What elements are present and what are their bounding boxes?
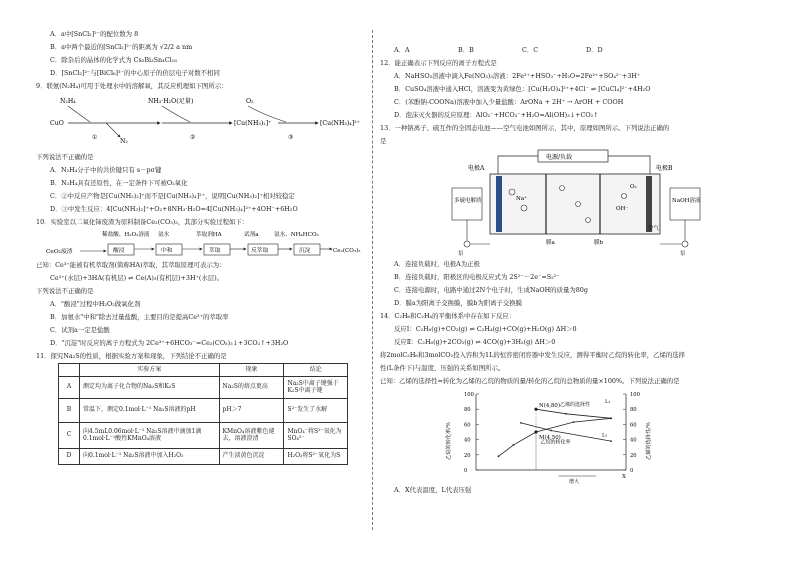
nh3-label: NH₃·H₂O(足量) [148,98,194,105]
q13-title: 13．一种钠离子、硫互作的全固态电池——空气电池如图所示，其中，原理如图所示。下列说法正确的 [380,124,670,132]
n2h4-label: N₂H₄ [60,98,76,105]
left-column [36,28,362,465]
y-tick-left: 20 [464,452,471,459]
cu-complex-1: [Cu(NH₃)₂]⁺ [234,120,272,127]
y-tick-right: 20 [630,452,637,459]
y-tick-right: 40 [630,437,637,444]
q9-option-a: A．N₂H₄分子中的共价键只有 s－pσ键 [50,166,162,174]
table-cell: B [59,399,80,423]
q12-option-a: A．NaHSO₃溶液中滴入Fe(NO₃)₃溶液：2Fe³⁺+HSO₃⁻+H₂O=2Fe²⁺+SO₄²⁻+3H⁺ [394,72,641,80]
series-point [610,440,612,442]
catholyte-label: NaOH溶液 [672,198,701,204]
series-point [573,421,575,423]
q11-table [58,363,348,465]
flow-step-1: 酸浸 [113,248,125,254]
flow-source: CeO₂废渣 [46,249,73,255]
table-cell: MnO₄⁻将S²⁻氧化为SO₄²⁻ [284,423,348,449]
series-point [610,417,612,419]
table-cell: pH＞7 [219,399,284,423]
electrode-a [496,176,502,232]
line-label: 乙烯的选择性 [560,402,591,409]
step-1: ① [92,134,98,141]
y-tick-left: 0 [464,468,468,474]
table-cell: 产生淡黄色沉淀 [219,449,284,465]
n2-label: N₂ [120,138,128,145]
table-header: 实验方案 [80,364,220,377]
line-label: L₂ [602,432,608,439]
q9-option-b: B．N₂H₄具有还原性，在一定条件下可被O₂氧化 [50,179,188,187]
key-point-label: M(4,50) [539,435,561,441]
step-2: ② [190,134,196,141]
table-row [59,399,348,423]
wire-left [498,156,538,176]
q14-paragraph-1: 将2molC₂H₆和3molCO₂投入容积为1L的恒容密闭容器中发生反应，测得平衡时乙烷的转化率，乙烯的选择 [380,351,686,359]
q10-note: 已知：Ce³⁺能被有机萃取剂(简称HA)萃取，其萃取原理可表示为： [36,261,226,269]
table-header-row [59,364,348,377]
q11-choices [380,44,760,57]
electrode-b-label: 电极B [656,165,673,172]
reagent-1: 稀盐酸、H₂O₂溶液 [102,232,150,238]
q10-option-d: D．"沉淀"时反应的离子方程式为 2Ce³⁺+6HCO₃⁻=Ce₂(CO₃)₃↓+3CO₂↑+3H₂O [50,339,289,347]
electrode-a-label: 电极A [468,165,485,172]
table-cell: Na₂S的熔点更高 [219,377,284,399]
q9-option-d: D．③中发生反应：4[Cu(NH₃)₂]⁺+O₂+8NH₃·H₂O=4[Cu(NH₃)₄]²⁺+4OH⁻+6H₂O [50,205,298,213]
pump-right-icon [682,241,688,247]
q11-title: 11．探究Na₂S的性质，根据实验方案和现象，下列结论不正确的是 [36,352,227,360]
series-point [520,422,522,424]
oh-ion-label: OH⁻ [616,206,629,212]
series-point [565,413,567,415]
wire-right [608,156,650,176]
q13-battery-diagram [450,148,750,258]
membrane-a-label: 膜a [546,240,555,246]
reagent-4: 试剂a [244,232,259,238]
q11-choice-c: C．C [522,46,539,54]
q9-stem: 下列说法不正确的是 [36,153,94,161]
flow-step-3: 萃取 [209,248,221,254]
q8-option-d: D．[SnCl₂]²⁻与[BiCl₆]³⁻的中心原子的价层电子对数不相同 [50,69,220,77]
o2-label: O₂ [246,98,254,105]
table-cell: 常温下，测定0.1mol·L⁻¹ Na₂S溶液的pH [80,399,220,423]
y-tick-right: 80 [630,407,637,414]
flow-step-2: 中和 [161,248,173,254]
flow-product: Ce₂(CO₃)₃ [333,248,361,254]
series-point [513,444,515,446]
membrane-b-label: 膜b [594,240,604,246]
y-tick-left: 80 [464,407,471,414]
pipe-left [467,220,490,244]
series-line-2 [536,409,611,418]
key-point-label: N(4,80) [539,403,560,410]
table-cell: C [59,423,80,449]
q10-option-b: B．加氨水"中和"除去过量盐酸，主要目的是提高Ce³⁺的萃取率 [50,313,229,321]
table-cell: S²⁻发生了水解 [284,399,348,423]
pump-2-label: 泵 [680,251,686,257]
table-header [59,364,80,377]
reagent-5: 氨水、NH₄HCO₃ [274,232,319,238]
line-label: L₁ [605,399,611,406]
pump-left-icon [464,241,470,247]
right-column [380,44,760,497]
y-axis-label-left: 乙烷的转化率/% [446,422,452,460]
table-cell: D [59,449,80,465]
table-row [59,449,348,465]
y-tick-right: 100 [630,392,640,398]
y-tick-right: 60 [630,422,637,429]
q10-flow-diagram [46,229,366,259]
y-tick-right: 0 [630,468,634,474]
q13-option-a: A．连接负载时，电极A为正极 [394,260,480,268]
series-point [498,455,500,457]
q14-title: 14．C₂H₆和C₂H₄的平衡体系中存在如下反应： [380,312,516,320]
power-label: 电源/负载 [546,154,573,161]
table-header: 现象 [219,364,284,377]
q9-mechanism-diagram [50,93,370,151]
y-tick-left: 100 [464,392,474,398]
q8-option-a: A．a中[SnCl₂]²⁻的配位数为 8 [50,30,139,38]
table-row [59,423,348,449]
curve-n2h4 [68,106,90,122]
na-ion-label: Na⁺ [516,196,527,202]
q10-option-a: A．"酸浸"过程中H₂O₂做氧化剂 [50,300,141,308]
x-axis-label: X [622,474,626,480]
flow-step-4: 反萃取 [251,248,269,254]
y-tick-left: 40 [464,437,471,444]
electrode-b [646,176,652,232]
q10-stem: 下列说法不正确的是 [36,287,94,295]
cell-body [490,174,660,234]
table-header: 结论 [284,364,348,377]
q14-reaction-2: 反应Ⅱ：C₂H₆(g)+2CO₂(g) ⇌ 4CO(g)+3H₂(g) ΔH＞0 [394,338,556,346]
q14-option-a: A．X代表温度，L代表压强 [394,486,472,494]
line-label: 乙烷的转化率 [540,439,571,446]
column-divider [372,30,373,530]
step-3: ③ [288,134,294,141]
x-increase-label: 增大 [569,479,580,484]
cuo-label: CuO [50,120,64,127]
q9-title: 9．联氨(N₂H₄)可用于处理水中的溶解氧，其反应机理如下图所示： [36,82,228,90]
table-cell: Na₂S中离子键强于K₂S中离子键 [284,377,348,399]
anolyte-tank [452,188,482,220]
q13-option-c: C．连接电源时，电路中通过2N个电子时，生成NaOH的质量为80g [394,286,588,294]
q10-option-c: C．试剂a一定是盐酸 [50,326,110,334]
table-cell: 向4.5mL0.06mol·L⁻¹ Na₂S溶液中滴加1滴0.1mol·L⁻¹酸性KMnO₄溶液 [80,423,220,449]
q14-paragraph-2: 性(L条件下)与温度、压强的关系如图所示。 [380,364,505,372]
curve-nh3 [162,106,190,122]
q13-option-b: B．连接负载时，阳极区的电极反应式为 2S²⁻－2e⁻=S₂²⁻ [394,273,560,281]
q13-title-cont: 是 [380,137,387,145]
pipe-right [660,220,685,244]
table-cell: H₂O₂将S²⁻氧化为S [284,449,348,465]
q14-known: 已知：乙烯的选择性=转化为乙烯的乙烷的物质的量/转化的乙烷的总物质的量×100%。下列说法正确的是 [380,377,680,385]
table-cell: A [59,377,80,399]
table-cell: 测定均为离子化合物的Na₂S和K₂S [80,377,220,399]
o2-ion-label: O₂ [630,184,637,190]
table-cell: KMnO₄溶液紫色褪去，溶液澄清 [219,423,284,449]
q12-title: 12．能正确表示下列反应的离子方程式是 [380,59,497,67]
q12-option-d: D．泡沫灭火器的反应原理：AlO₂⁻+HCO₃⁻+H₂O=Al(OH)₃↓+CO₂↑ [394,111,599,119]
q12-option-c: C．(苯酚钠-COONa)溶液中加入少量盐酸：ArONa + 2H⁺ → ArOH + COOH [394,98,624,106]
flow-step-5: 沉淀 [299,248,311,254]
y-axis-label-right: 乙烯的选择性/% [646,422,652,460]
q8-option-c: C．除杂后的晶体的化学式为 Cs₂Bi₃Sn₄Cl₁₈ [50,56,177,64]
table-row [59,377,348,399]
air-label: 空气 [648,226,660,232]
q14-reaction-1: 反应Ⅰ：C₂H₆(g)+CO₂(g) ⇌ C₂H₄(g)+CO(g)+H₂O(g) ΔH＞0 [394,325,577,333]
q9-option-c: C．②中反应产物是[Cu(NH₃)₂]⁺而不是[Cu(NH₃)₄]²⁺，说明[Cu(NH₃)₂]⁺相对较稳定 [50,192,295,200]
q8-option-b: B．a中两个最近的[SnCl₂]²⁻的距离为 √2/2 a nm [50,43,193,51]
pump-1-label: 泵 [458,251,464,257]
anolyte-label: 多硫电解质 [454,198,482,204]
q12-option-b: B．CuSO₄溶液中通入HCl，溶液变为黄绿色：[Cu(H₂O)₄]²⁺+4Cl⁻ ⇌ [CuCl₄]²⁻+4H₂O [394,85,651,93]
reagent-3: 萃取剂HA [196,232,222,238]
q10-equation: Ce³⁺(水层)+3HA(有机层) ⇌ Ce(A)₃(有机层)+3H⁺(水层)。 [50,274,224,282]
series-point [550,430,552,432]
q14-chart [430,388,690,484]
q13-option-d: D．膜a为阳离子交换膜，膜b为阳离子交换膜 [394,299,523,307]
chart-root [444,392,652,484]
reagent-2: 氨水 [158,232,170,238]
q11-choice-d: D．D [586,46,603,54]
table-cell: 向0.1mol·L⁻¹ Na₂S溶液中加入H₂O₂ [80,449,220,465]
y-tick-left: 60 [464,422,471,429]
q10-title: 10．实验室以二氧化铈废渣为原料制备Ce₂(CO₃)₃，其部分实验过程如下： [36,218,249,226]
cu-complex-2: [Cu(NH₃)₄]²⁺ [320,120,360,127]
q11-choice-b: B．B [458,46,474,54]
q11-choice-a: A．A [394,46,410,54]
catholyte-tank [670,188,700,220]
curve-n2 [106,123,120,137]
